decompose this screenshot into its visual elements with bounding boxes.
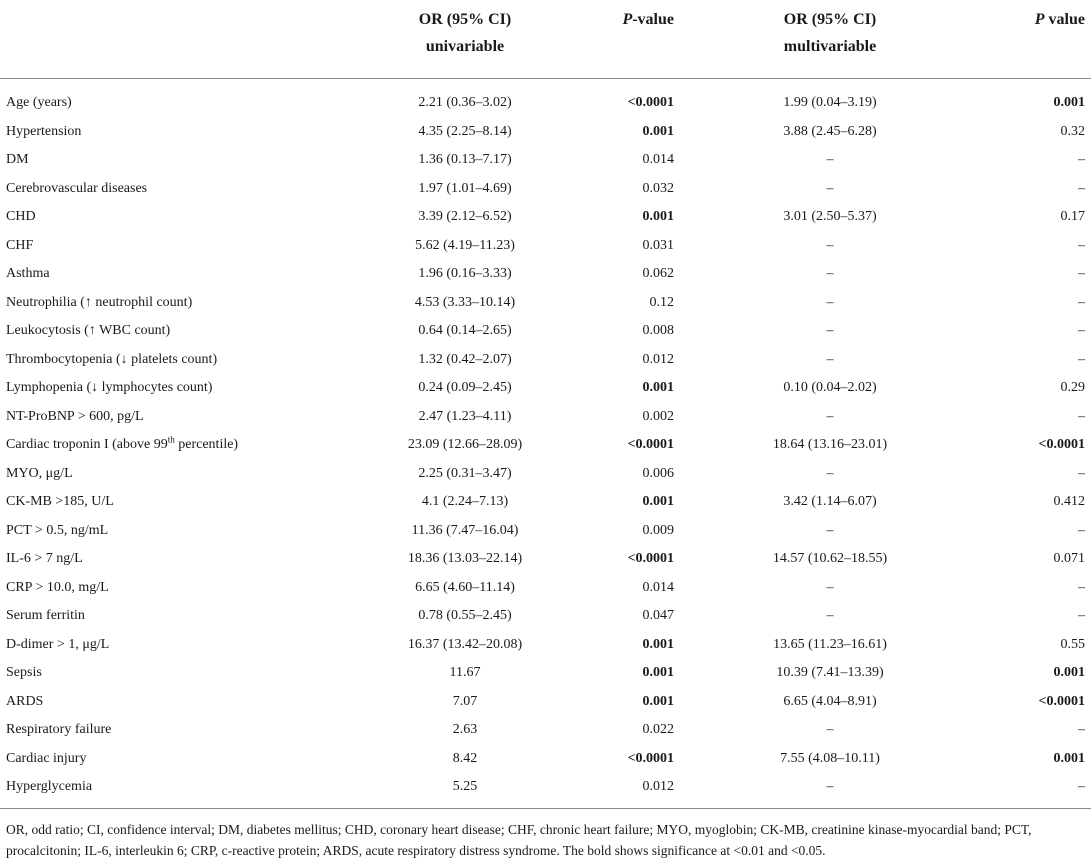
table-row: [0, 488, 1091, 517]
row-variable: MYO, μg/L: [6, 465, 73, 481]
row-or-multivariable: 1.99 (0.04–3.19): [783, 95, 877, 111]
row-variable: Respiratory failure: [6, 722, 112, 738]
row-variable: CHF: [6, 237, 34, 253]
row-or-univariable: 3.39 (2.12–6.52): [418, 209, 512, 225]
row-p-value-multivariable: –: [1078, 323, 1085, 339]
row-p-value-univariable: 0.001: [642, 209, 674, 225]
row-p-value-univariable: <0.0001: [627, 750, 674, 766]
row-or-multivariable: –: [826, 522, 834, 538]
row-or-univariable: 0.78 (0.55–2.45): [418, 608, 512, 624]
row-or-univariable: 1.36 (0.13–7.17): [418, 152, 512, 168]
row-or-univariable: 7.07: [452, 693, 478, 709]
table-row: [0, 403, 1091, 432]
row-or-multivariable: –: [826, 237, 834, 253]
row-or-multivariable: –: [826, 608, 834, 624]
table-row: [0, 431, 1091, 460]
table-header-row: [0, 0, 1091, 79]
table-row: [0, 745, 1091, 774]
row-or-multivariable: –: [826, 579, 834, 595]
row-or-univariable: 18.36 (13.03–22.14): [407, 551, 523, 567]
header-or-multivariable: OR (95% CI) multivariable: [783, 11, 877, 55]
row-or-univariable: 5.62 (4.19–11.23): [415, 237, 515, 253]
row-p-value-multivariable: –: [1078, 180, 1085, 196]
row-variable: IL-6 > 7 ng/L: [6, 551, 83, 567]
row-p-value-univariable: <0.0001: [627, 551, 674, 567]
row-p-value-univariable: 0.001: [642, 665, 674, 681]
row-p-value-univariable: 0.022: [642, 722, 674, 738]
table-row: [0, 460, 1091, 489]
row-p-value-univariable: 0.047: [642, 608, 674, 624]
row-variable: Cardiac injury: [6, 750, 87, 766]
row-or-univariable: 1.96 (0.16–3.33): [418, 266, 512, 282]
table-row: [0, 89, 1091, 118]
table-row: [0, 517, 1091, 546]
row-or-multivariable: –: [826, 722, 834, 738]
row-p-value-multivariable: –: [1078, 351, 1085, 367]
row-variable: Cerebrovascular diseases: [6, 180, 148, 196]
table-row: [0, 203, 1091, 232]
row-p-value-multivariable: –: [1078, 522, 1085, 538]
row-variable: ARDS: [6, 693, 44, 709]
row-variable: Asthma: [6, 266, 50, 282]
row-p-value-multivariable: 0.32: [1060, 123, 1085, 139]
row-or-multivariable: –: [826, 408, 834, 424]
row-p-value-multivariable: <0.0001: [1038, 693, 1085, 709]
row-or-univariable: 4.35 (2.25–8.14): [418, 123, 512, 139]
row-variable: Thrombocytopenia (↓ platelets count): [6, 351, 218, 367]
row-or-multivariable: 3.42 (1.14–6.07): [783, 494, 877, 510]
table-row: [0, 317, 1091, 346]
row-p-value-univariable: 0.001: [642, 693, 674, 709]
row-or-multivariable: 0.10 (0.04–2.02): [783, 380, 877, 396]
row-variable: D-dimer > 1, μg/L: [6, 636, 110, 652]
row-p-value-multivariable: –: [1078, 152, 1085, 168]
row-or-multivariable: 6.65 (4.04–8.91): [783, 693, 877, 709]
row-or-multivariable: –: [826, 323, 834, 339]
row-or-univariable: 2.25 (0.31–3.47): [418, 465, 512, 481]
row-p-value-univariable: 0.001: [642, 494, 674, 510]
row-p-value-univariable: 0.12: [649, 294, 674, 310]
row-p-value-univariable: 0.001: [642, 636, 674, 652]
row-p-value-multivariable: –: [1078, 237, 1085, 253]
row-or-univariable: 4.53 (3.33–10.14): [414, 294, 516, 310]
row-p-value-univariable: 0.014: [642, 152, 674, 168]
row-p-value-univariable: 0.009: [642, 522, 674, 538]
row-p-value-multivariable: –: [1078, 266, 1085, 282]
row-or-multivariable: –: [826, 152, 834, 168]
row-p-value-univariable: 0.031: [642, 237, 674, 253]
row-variable: CRP > 10.0, mg/L: [6, 579, 109, 595]
table-row: [0, 773, 1091, 802]
row-p-value-univariable: 0.014: [642, 579, 674, 595]
row-p-value-multivariable: –: [1078, 608, 1085, 624]
row-or-multivariable: 14.57 (10.62–18.55): [772, 551, 888, 567]
row-or-multivariable: 7.55 (4.08–10.11): [780, 750, 880, 766]
row-or-multivariable: –: [826, 351, 834, 367]
row-variable: Neutrophilia (↑ neutrophil count): [6, 294, 193, 310]
row-p-value-multivariable: 0.412: [1053, 494, 1085, 510]
row-or-multivariable: 3.01 (2.50–5.37): [783, 209, 877, 225]
row-or-multivariable: 18.64 (13.16–23.01): [772, 437, 888, 453]
table-row: [0, 175, 1091, 204]
row-p-value-univariable: 0.032: [642, 180, 674, 196]
row-p-value-univariable: 0.012: [642, 779, 674, 795]
row-variable: CK-MB >185, U/L: [6, 494, 114, 510]
row-or-multivariable: –: [826, 465, 834, 481]
row-p-value-multivariable: 0.071: [1053, 551, 1085, 567]
row-variable: Cardiac troponin I (above 99th percentile): [6, 434, 239, 453]
row-or-multivariable: –: [826, 779, 834, 795]
row-variable: Sepsis: [6, 665, 42, 681]
row-p-value-univariable: 0.062: [642, 266, 674, 282]
row-variable: Hypertension: [6, 123, 82, 139]
header-or-univariable: OR (95% CI) univariable: [418, 11, 512, 55]
row-or-multivariable: –: [826, 180, 834, 196]
row-or-univariable: 11.67: [449, 665, 481, 681]
row-p-value-multivariable: 0.001: [1053, 95, 1085, 111]
row-p-value-multivariable: –: [1078, 579, 1085, 595]
row-p-value-multivariable: 0.17: [1060, 209, 1085, 225]
row-or-multivariable: 10.39 (7.41–13.39): [776, 665, 884, 681]
table-row: [0, 659, 1091, 688]
row-p-value-multivariable: –: [1078, 465, 1085, 481]
table-row: [0, 574, 1091, 603]
row-or-multivariable: –: [826, 266, 834, 282]
row-or-univariable: 8.42: [452, 750, 478, 766]
row-p-value-univariable: 0.001: [642, 380, 674, 396]
table-footnote: OR, odd ratio; CI, confidence interval; DM, diabetes mellitus; CHD, coronary heart disease; CHF, chronic heart failure; MYO, myoglobin; CK-MB, creatinine kinase-myocardial band; PCT, procalcitonin; IL-6, interleukin 6; CRP, c-reactive protein; ARDS, acute respiratory distress syndrome. The bold shows significance at <0.01 and <0.05.: [0, 808, 1091, 861]
table-row: [0, 374, 1091, 403]
header-variable: [0, 0, 330, 79]
row-or-univariable: 11.36 (7.47–16.04): [411, 522, 519, 538]
row-p-value-univariable: 0.001: [642, 123, 674, 139]
row-variable: Serum ferritin: [6, 608, 85, 624]
row-or-univariable: 0.64 (0.14–2.65): [418, 323, 512, 339]
table-row: [0, 260, 1091, 289]
header-p-value-multivariable: P value: [1034, 11, 1085, 28]
row-p-value-multivariable: 0.001: [1053, 665, 1085, 681]
row-variable: NT-ProBNP > 600, pg/L: [6, 408, 144, 424]
table-row: [0, 232, 1091, 261]
table-row: [0, 545, 1091, 574]
row-p-value-multivariable: 0.29: [1060, 380, 1085, 396]
row-or-univariable: 23.09 (12.66–28.09): [407, 437, 523, 453]
row-p-value-multivariable: 0.55: [1060, 636, 1085, 652]
row-p-value-multivariable: –: [1078, 722, 1085, 738]
row-or-univariable: 2.63: [452, 722, 478, 738]
row-or-univariable: 4.1 (2.24–7.13): [421, 494, 509, 510]
row-variable: Lymphopenia (↓ lymphocytes count): [6, 380, 213, 396]
row-p-value-multivariable: –: [1078, 779, 1085, 795]
row-variable: PCT > 0.5, ng/mL: [6, 522, 109, 538]
row-variable: Leukocytosis (↑ WBC count): [6, 323, 171, 339]
row-or-univariable: 6.65 (4.60–11.14): [415, 579, 515, 595]
row-p-value-multivariable: –: [1078, 408, 1085, 424]
table-row: [0, 631, 1091, 660]
row-p-value-univariable: 0.012: [642, 351, 674, 367]
row-or-univariable: 16.37 (13.42–20.08): [407, 636, 523, 652]
table-row: [0, 602, 1091, 631]
header-p-value-univariable: P-value: [622, 11, 674, 28]
row-variable: DM: [6, 152, 29, 168]
row-p-value-multivariable: –: [1078, 294, 1085, 310]
table-row: [0, 118, 1091, 147]
row-p-value-univariable: 0.008: [642, 323, 674, 339]
row-p-value-univariable: 0.006: [642, 465, 674, 481]
row-variable: Hyperglycemia: [6, 779, 93, 795]
row-or-univariable: 1.97 (1.01–4.69): [418, 180, 512, 196]
row-p-value-multivariable: 0.001: [1053, 750, 1085, 766]
row-variable: Age (years): [6, 95, 72, 111]
row-or-univariable: 0.24 (0.09–2.45): [418, 380, 512, 396]
row-variable: CHD: [6, 209, 36, 225]
row-or-univariable: 1.32 (0.42–2.07): [418, 351, 512, 367]
table-row: [0, 146, 1091, 175]
table-body: [0, 89, 1091, 808]
row-p-value-multivariable: <0.0001: [1038, 437, 1085, 453]
row-p-value-univariable: <0.0001: [627, 95, 674, 111]
row-or-multivariable: –: [826, 294, 834, 310]
row-p-value-univariable: 0.002: [642, 408, 674, 424]
row-p-value-univariable: <0.0001: [627, 437, 674, 453]
table-row: [0, 289, 1091, 318]
table-row: [0, 716, 1091, 745]
row-or-univariable: 5.25: [452, 779, 478, 795]
row-or-multivariable: 13.65 (11.23–16.61): [773, 636, 887, 652]
table-row: [0, 346, 1091, 375]
row-or-univariable: 2.21 (0.36–3.02): [418, 95, 512, 111]
row-or-multivariable: 3.88 (2.45–6.28): [783, 123, 877, 139]
row-or-univariable: 2.47 (1.23–4.11): [418, 408, 512, 424]
table-row: [0, 688, 1091, 717]
